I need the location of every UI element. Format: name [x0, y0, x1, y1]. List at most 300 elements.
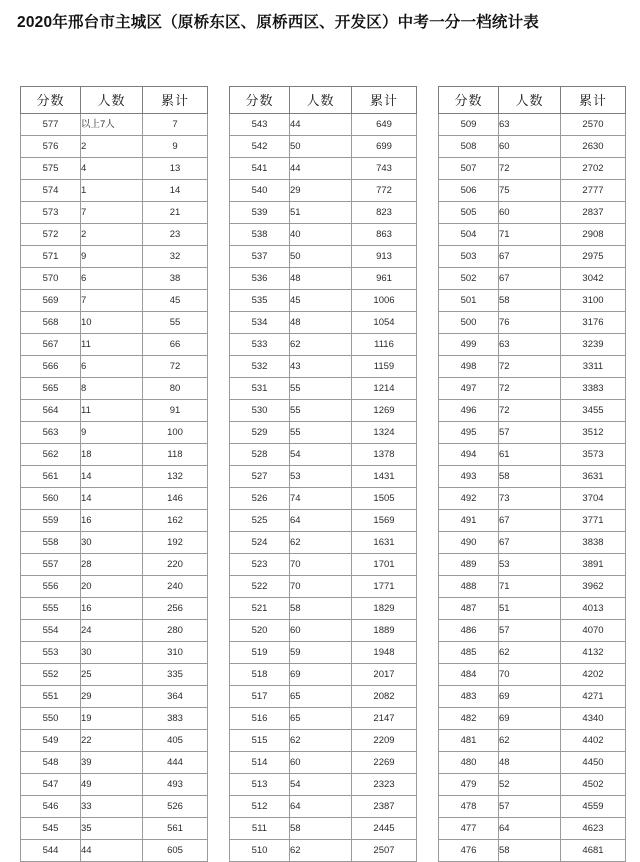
table-row: [21, 510, 208, 532]
cell-score: 509: [439, 114, 499, 136]
cell-score: 532: [230, 356, 290, 378]
cell-count: 48: [290, 268, 352, 290]
cell-cumulative: 192: [143, 532, 208, 554]
table-row: [439, 730, 626, 752]
table-block-2: [229, 86, 417, 862]
table-row: [439, 664, 626, 686]
cell-count: 72: [499, 378, 561, 400]
cell-score: 545: [21, 818, 81, 840]
header-score: 分数: [21, 87, 81, 114]
cell-score: 570: [21, 268, 81, 290]
cell-score: 528: [230, 444, 290, 466]
cell-cumulative: 7: [143, 114, 208, 136]
cell-count: 7: [81, 290, 143, 312]
table-block-3: [438, 86, 626, 862]
cell-count: 60: [290, 620, 352, 642]
cell-score: 492: [439, 488, 499, 510]
cell-count: 60: [499, 136, 561, 158]
cell-score: 508: [439, 136, 499, 158]
table-row: [21, 312, 208, 334]
cell-score: 478: [439, 796, 499, 818]
cell-count: 39: [81, 752, 143, 774]
cell-count: 1: [81, 180, 143, 202]
cell-score: 513: [230, 774, 290, 796]
table-row: [230, 620, 417, 642]
table-row: [21, 796, 208, 818]
cell-score: 544: [21, 840, 81, 862]
cell-cumulative: 3962: [561, 576, 626, 598]
cell-cumulative: 3042: [561, 268, 626, 290]
cell-score: 479: [439, 774, 499, 796]
cell-cumulative: 823: [352, 202, 417, 224]
table-row: [21, 246, 208, 268]
cell-cumulative: 743: [352, 158, 417, 180]
cell-score: 568: [21, 312, 81, 334]
table-row: [230, 246, 417, 268]
cell-cumulative: 3704: [561, 488, 626, 510]
cell-cumulative: 132: [143, 466, 208, 488]
cell-cumulative: 4402: [561, 730, 626, 752]
cell-score: 552: [21, 664, 81, 686]
cell-score: 534: [230, 312, 290, 334]
table-row: [230, 136, 417, 158]
cell-cumulative: 1116: [352, 334, 417, 356]
table-row: [21, 554, 208, 576]
cell-score: 514: [230, 752, 290, 774]
cell-cumulative: 3573: [561, 444, 626, 466]
table-row: [230, 840, 417, 862]
cell-score: 536: [230, 268, 290, 290]
table-row: [21, 752, 208, 774]
cell-count: 29: [290, 180, 352, 202]
cell-cumulative: 4450: [561, 752, 626, 774]
cell-score: 488: [439, 576, 499, 598]
cell-score: 501: [439, 290, 499, 312]
cell-score: 558: [21, 532, 81, 554]
table-row: [230, 554, 417, 576]
cell-score: 535: [230, 290, 290, 312]
cell-count: 57: [499, 620, 561, 642]
cell-score: 512: [230, 796, 290, 818]
table-row: [230, 422, 417, 444]
header-score: 分数: [230, 87, 290, 114]
cell-cumulative: 240: [143, 576, 208, 598]
cell-cumulative: 2147: [352, 708, 417, 730]
cell-score: 481: [439, 730, 499, 752]
cell-cumulative: 220: [143, 554, 208, 576]
table-header-row: [439, 87, 626, 114]
cell-cumulative: 2017: [352, 664, 417, 686]
cell-cumulative: 4013: [561, 598, 626, 620]
cell-cumulative: 605: [143, 840, 208, 862]
cell-cumulative: 162: [143, 510, 208, 532]
cell-cumulative: 1829: [352, 598, 417, 620]
cell-cumulative: 3311: [561, 356, 626, 378]
cell-cumulative: 256: [143, 598, 208, 620]
cell-cumulative: 72: [143, 356, 208, 378]
cell-count: 72: [499, 158, 561, 180]
cell-score: 566: [21, 356, 81, 378]
cell-count: 58: [290, 818, 352, 840]
table-row: [230, 444, 417, 466]
cell-count: 65: [290, 708, 352, 730]
table-row: [439, 114, 626, 136]
cell-score: 537: [230, 246, 290, 268]
table-row: [230, 224, 417, 246]
cell-cumulative: 1948: [352, 642, 417, 664]
cell-count: 25: [81, 664, 143, 686]
cell-cumulative: 9: [143, 136, 208, 158]
table-row: [21, 268, 208, 290]
cell-cumulative: 38: [143, 268, 208, 290]
header-score: 分数: [439, 87, 499, 114]
cell-cumulative: 1006: [352, 290, 417, 312]
cell-score: 526: [230, 488, 290, 510]
cell-count: 30: [81, 642, 143, 664]
table-row: [21, 730, 208, 752]
cell-count: 以上7人: [81, 114, 143, 136]
cell-cumulative: 91: [143, 400, 208, 422]
table-row: [21, 576, 208, 598]
cell-count: 9: [81, 422, 143, 444]
table-row: [230, 356, 417, 378]
cell-score: 500: [439, 312, 499, 334]
table-row: [21, 488, 208, 510]
cell-score: 540: [230, 180, 290, 202]
cell-count: 4: [81, 158, 143, 180]
cell-cumulative: 2908: [561, 224, 626, 246]
cell-count: 14: [81, 466, 143, 488]
cell-score: 476: [439, 840, 499, 862]
cell-cumulative: 526: [143, 796, 208, 818]
table-row: [230, 378, 417, 400]
cell-score: 551: [21, 686, 81, 708]
cell-cumulative: 2269: [352, 752, 417, 774]
table-row: [230, 730, 417, 752]
table-row: [439, 136, 626, 158]
cell-cumulative: 100: [143, 422, 208, 444]
table-row: [21, 664, 208, 686]
cell-score: 533: [230, 334, 290, 356]
cell-count: 2: [81, 136, 143, 158]
cell-score: 547: [21, 774, 81, 796]
table-row: [21, 136, 208, 158]
table-row: [439, 400, 626, 422]
cell-cumulative: 1505: [352, 488, 417, 510]
table-row: [439, 312, 626, 334]
cell-cumulative: 1431: [352, 466, 417, 488]
cell-score: 548: [21, 752, 81, 774]
cell-cumulative: 1771: [352, 576, 417, 598]
table-row: [21, 466, 208, 488]
cell-count: 70: [290, 554, 352, 576]
header-cumulative: 累计: [143, 87, 208, 114]
table-row: [230, 312, 417, 334]
table-row: [439, 576, 626, 598]
table-row: [230, 532, 417, 554]
cell-count: 29: [81, 686, 143, 708]
cell-cumulative: 2837: [561, 202, 626, 224]
cell-cumulative: 3455: [561, 400, 626, 422]
table-row: [21, 532, 208, 554]
cell-cumulative: 3631: [561, 466, 626, 488]
cell-score: 561: [21, 466, 81, 488]
cell-cumulative: 2445: [352, 818, 417, 840]
table-row: [439, 466, 626, 488]
table-row: [21, 290, 208, 312]
cell-score: 520: [230, 620, 290, 642]
cell-cumulative: 3176: [561, 312, 626, 334]
table-row: [21, 158, 208, 180]
cell-count: 45: [290, 290, 352, 312]
table-row: [21, 180, 208, 202]
cell-count: 63: [499, 114, 561, 136]
table-row: [439, 422, 626, 444]
cell-score: 539: [230, 202, 290, 224]
cell-score: 477: [439, 818, 499, 840]
cell-score: 530: [230, 400, 290, 422]
cell-count: 69: [499, 708, 561, 730]
table-row: [230, 818, 417, 840]
cell-cumulative: 23: [143, 224, 208, 246]
cell-count: 49: [81, 774, 143, 796]
cell-cumulative: 699: [352, 136, 417, 158]
cell-cumulative: 2702: [561, 158, 626, 180]
table-row: [439, 356, 626, 378]
table-row: [230, 708, 417, 730]
cell-score: 510: [230, 840, 290, 862]
cell-cumulative: 1214: [352, 378, 417, 400]
cell-count: 24: [81, 620, 143, 642]
table-row: [230, 180, 417, 202]
cell-score: 554: [21, 620, 81, 642]
cell-cumulative: 863: [352, 224, 417, 246]
cell-cumulative: 1569: [352, 510, 417, 532]
cell-count: 44: [290, 158, 352, 180]
cell-score: 523: [230, 554, 290, 576]
cell-cumulative: 444: [143, 752, 208, 774]
cell-cumulative: 280: [143, 620, 208, 642]
cell-count: 63: [499, 334, 561, 356]
cell-score: 496: [439, 400, 499, 422]
cell-score: 521: [230, 598, 290, 620]
cell-count: 59: [290, 642, 352, 664]
cell-score: 569: [21, 290, 81, 312]
cell-count: 69: [290, 664, 352, 686]
cell-score: 507: [439, 158, 499, 180]
table-row: [439, 158, 626, 180]
cell-cumulative: 310: [143, 642, 208, 664]
statistics-tables-area: [0, 86, 640, 862]
cell-score: 564: [21, 400, 81, 422]
table-row: [21, 202, 208, 224]
cell-count: 62: [499, 642, 561, 664]
cell-score: 498: [439, 356, 499, 378]
table-row: [230, 510, 417, 532]
cell-count: 53: [499, 554, 561, 576]
cell-count: 40: [290, 224, 352, 246]
table-row: [439, 840, 626, 862]
table-body-3: [439, 114, 626, 862]
cell-count: 44: [290, 114, 352, 136]
cell-count: 2: [81, 224, 143, 246]
cell-cumulative: 561: [143, 818, 208, 840]
table-row: [230, 158, 417, 180]
cell-count: 33: [81, 796, 143, 818]
cell-score: 541: [230, 158, 290, 180]
cell-cumulative: 4559: [561, 796, 626, 818]
cell-count: 54: [290, 444, 352, 466]
table-row: [439, 378, 626, 400]
cell-cumulative: 3100: [561, 290, 626, 312]
cell-score: 563: [21, 422, 81, 444]
cell-score: 517: [230, 686, 290, 708]
cell-score: 550: [21, 708, 81, 730]
cell-cumulative: 1269: [352, 400, 417, 422]
cell-cumulative: 2209: [352, 730, 417, 752]
table-row: [21, 224, 208, 246]
cell-count: 58: [499, 290, 561, 312]
table-block-1: [20, 86, 208, 862]
cell-cumulative: 383: [143, 708, 208, 730]
cell-score: 483: [439, 686, 499, 708]
cell-count: 9: [81, 246, 143, 268]
cell-cumulative: 1378: [352, 444, 417, 466]
table-row: [230, 202, 417, 224]
table-row: [230, 488, 417, 510]
cell-score: 571: [21, 246, 81, 268]
table-row: [439, 686, 626, 708]
table-row: [230, 774, 417, 796]
cell-count: 6: [81, 356, 143, 378]
cell-count: 72: [499, 356, 561, 378]
table-row: [439, 642, 626, 664]
grade-table-3: [438, 86, 626, 862]
cell-count: 22: [81, 730, 143, 752]
header-count: 人数: [499, 87, 561, 114]
table-row: [230, 576, 417, 598]
cell-cumulative: 1159: [352, 356, 417, 378]
cell-score: 519: [230, 642, 290, 664]
cell-cumulative: 913: [352, 246, 417, 268]
cell-count: 8: [81, 378, 143, 400]
table-row: [439, 180, 626, 202]
cell-score: 499: [439, 334, 499, 356]
cell-score: 511: [230, 818, 290, 840]
table-row: [21, 818, 208, 840]
cell-count: 55: [290, 378, 352, 400]
cell-count: 62: [499, 730, 561, 752]
table-body-2: [230, 114, 417, 862]
table-row: [439, 818, 626, 840]
cell-cumulative: 45: [143, 290, 208, 312]
cell-count: 58: [499, 466, 561, 488]
cell-score: 480: [439, 752, 499, 774]
cell-count: 55: [290, 400, 352, 422]
cell-score: 577: [21, 114, 81, 136]
table-row: [439, 224, 626, 246]
cell-cumulative: 4070: [561, 620, 626, 642]
cell-score: 491: [439, 510, 499, 532]
table-row: [439, 598, 626, 620]
cell-cumulative: 4623: [561, 818, 626, 840]
cell-cumulative: 961: [352, 268, 417, 290]
cell-count: 50: [290, 246, 352, 268]
cell-count: 14: [81, 488, 143, 510]
cell-count: 54: [290, 774, 352, 796]
cell-score: 538: [230, 224, 290, 246]
cell-score: 559: [21, 510, 81, 532]
cell-score: 495: [439, 422, 499, 444]
table-row: [21, 774, 208, 796]
cell-count: 62: [290, 532, 352, 554]
cell-count: 64: [290, 510, 352, 532]
table-row: [230, 290, 417, 312]
cell-count: 30: [81, 532, 143, 554]
cell-cumulative: 1701: [352, 554, 417, 576]
table-row: [439, 554, 626, 576]
cell-score: 506: [439, 180, 499, 202]
cell-score: 522: [230, 576, 290, 598]
cell-count: 28: [81, 554, 143, 576]
cell-count: 67: [499, 532, 561, 554]
cell-cumulative: 3891: [561, 554, 626, 576]
table-row: [230, 598, 417, 620]
table-row: [439, 774, 626, 796]
cell-count: 20: [81, 576, 143, 598]
cell-score: 486: [439, 620, 499, 642]
cell-score: 505: [439, 202, 499, 224]
cell-score: 542: [230, 136, 290, 158]
cell-count: 64: [499, 818, 561, 840]
cell-cumulative: 146: [143, 488, 208, 510]
table-row: [439, 510, 626, 532]
cell-score: 555: [21, 598, 81, 620]
cell-count: 6: [81, 268, 143, 290]
table-row: [21, 642, 208, 664]
cell-cumulative: 1324: [352, 422, 417, 444]
cell-count: 57: [499, 422, 561, 444]
cell-score: 504: [439, 224, 499, 246]
table-row: [21, 708, 208, 730]
table-row: [21, 334, 208, 356]
cell-score: 489: [439, 554, 499, 576]
table-row: [439, 444, 626, 466]
cell-cumulative: 4271: [561, 686, 626, 708]
cell-cumulative: 649: [352, 114, 417, 136]
table-row: [230, 796, 417, 818]
cell-cumulative: 4502: [561, 774, 626, 796]
cell-score: 529: [230, 422, 290, 444]
page-title: 2020年邢台市主城区（原桥东区、原桥西区、开发区）中考一分一档统计表: [17, 14, 539, 31]
cell-score: 557: [21, 554, 81, 576]
cell-score: 485: [439, 642, 499, 664]
table-row: [21, 444, 208, 466]
table-row: [230, 400, 417, 422]
cell-count: 64: [290, 796, 352, 818]
cell-cumulative: 2082: [352, 686, 417, 708]
cell-count: 11: [81, 400, 143, 422]
cell-cumulative: 3838: [561, 532, 626, 554]
cell-cumulative: 118: [143, 444, 208, 466]
cell-cumulative: 4681: [561, 840, 626, 862]
cell-count: 58: [290, 598, 352, 620]
table-row: [21, 114, 208, 136]
cell-cumulative: 1631: [352, 532, 417, 554]
cell-score: 543: [230, 114, 290, 136]
table-row: [439, 290, 626, 312]
cell-count: 43: [290, 356, 352, 378]
